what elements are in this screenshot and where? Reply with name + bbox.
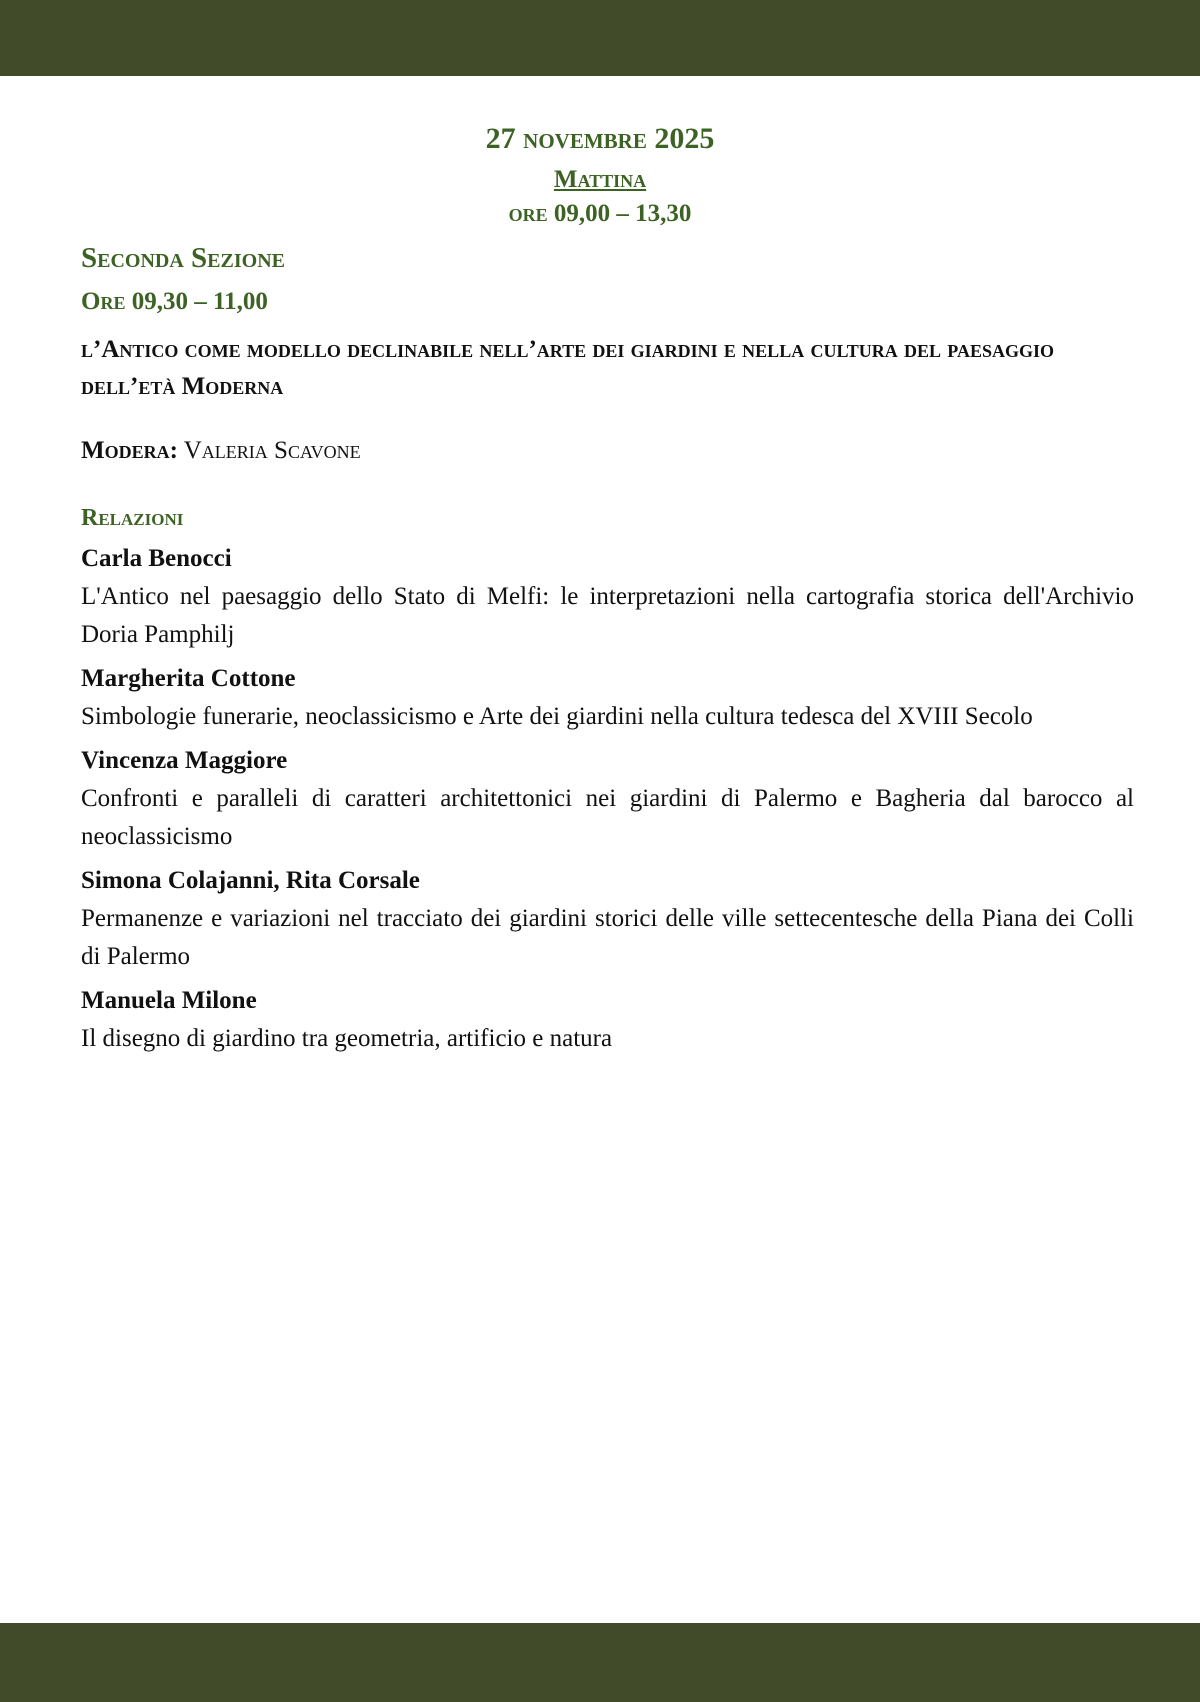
- section-theme: l’Antico come modello declinabile nell’arte dei giardini e nella cultura del paesaggio dell’età Moderna: [81, 336, 1054, 400]
- speaker-name: Margherita Cottone: [81, 665, 296, 692]
- section-hours: Ore 09,30 – 11,00: [81, 288, 268, 315]
- talk-title: Il disegno di giardino tra geometria, artificio e natura: [81, 1025, 613, 1052]
- talk-title: Simbologie funerarie, neoclassicismo e Arte dei giardini nella cultura tedesca del XVIII Secolo: [81, 703, 1033, 730]
- talk-title: Confronti e paralleli di caratteri architettonici nei giardini di Palermo e Bagheria dal barocco al neoclassicismo: [81, 785, 1134, 850]
- speaker-name: Vincenza Maggiore: [81, 747, 288, 774]
- report-item: [81, 660, 1134, 736]
- report-item: [81, 982, 1134, 1058]
- moderator: [81, 437, 1134, 465]
- talk-title: Permanenze e variazioni nel tracciato dei giardini storici delle ville settecentesche della Piana dei Colli di Palermo: [81, 905, 1134, 970]
- section-title: Seconda Sezione: [81, 242, 285, 274]
- moderator-name: Valeria Scavone: [183, 437, 361, 464]
- reports-label: Relazioni: [81, 505, 184, 531]
- report-item: [81, 742, 1134, 856]
- period-label: Mattina: [553, 166, 647, 193]
- report-item: [81, 862, 1134, 976]
- report-item: [81, 540, 1134, 654]
- top-banner: [0, 0, 1200, 76]
- speaker-name: Manuela Milone: [81, 987, 257, 1014]
- speaker-name: Carla Benocci: [81, 545, 232, 572]
- reports-list: [81, 540, 1134, 1064]
- talk-title: L'Antico nel paesaggio dello Stato di Melfi: le interpretazioni nella cartografia storica dell'Archivio Doria Pamphilj: [81, 583, 1134, 648]
- period-hours: ore 09,00 – 13,30: [508, 200, 692, 227]
- speaker-name: Simona Colajanni, Rita Corsale: [81, 867, 420, 894]
- bottom-banner: [0, 1623, 1200, 1702]
- event-date: 27 novembre 2025: [485, 122, 715, 155]
- moderator-label: Modera:: [81, 437, 178, 464]
